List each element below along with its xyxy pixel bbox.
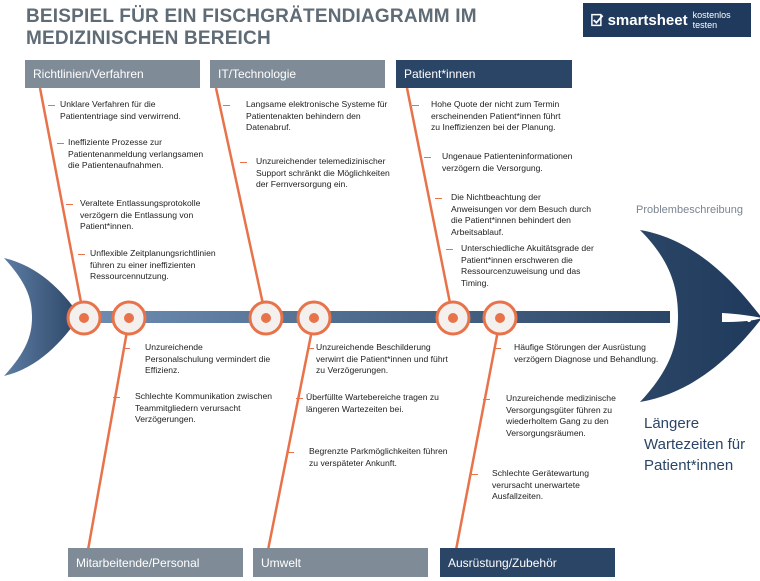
cause-dash (240, 162, 247, 163)
fish-eye (747, 318, 751, 322)
title-line-1: BEISPIEL FÜR EIN FISCHGRÄTENDIAGRAMM IM (26, 6, 477, 27)
cause-dash (296, 398, 303, 399)
category-label: Ausrüstung/Zubehör (448, 555, 557, 570)
cause-dash (66, 204, 73, 205)
category-label: Mitarbeitende/Personal (76, 555, 200, 570)
joint-mitarbeitende (113, 302, 145, 334)
cause-dash (48, 105, 55, 106)
cause-item: Unterschiedliche Akuitätsgrade der Patient*innen erschweren die Ressourcenzuweisung und das Timing. (461, 243, 594, 288)
cause-item: Langsame elektronische Systeme für Patientenakten behindern den Datenabruf. (246, 99, 388, 132)
cause-item: Häufige Störungen der Ausrüstung verzögern Diagnose und Behandlung. (514, 342, 659, 364)
cause-dash (123, 348, 130, 349)
logo-brand: smartsheet (607, 11, 688, 29)
cause-dash (307, 348, 314, 349)
cause-item: Unflexible Zeitplanungsrichtlinien führen zu einer ineffizienten Ressourcennutzung. (90, 248, 216, 281)
bone-mitarbeitende (88, 320, 129, 550)
bone-umwelt (268, 320, 314, 550)
title-line-2: MEDIZINISCHEN BEREICH (26, 28, 271, 49)
category-umwelt (253, 548, 428, 577)
category-ausruestung (440, 548, 615, 577)
category-label: Richtlinien/Verfahren (33, 67, 144, 81)
joint-ausruestung (484, 302, 516, 334)
category-it (210, 60, 385, 88)
cause-dash (223, 105, 230, 106)
cause-item: Unzureichender telemedizinischer Support schränkt die Möglichkeiten der Fernversorgung ein. (256, 156, 390, 189)
joint-richtlinien (68, 302, 100, 334)
category-mitarbeitende (68, 548, 243, 577)
cause-item: Die Nichtbeachtung der Anweisungen vor dem Besuch durch die Patient*innen behindert den Arbeitsablauf. (451, 192, 591, 237)
cause-dash (412, 105, 419, 106)
cause-dash (483, 399, 490, 400)
category-patienten (396, 60, 572, 88)
category-label: IT/Technologie (218, 67, 297, 81)
cause-dash (494, 348, 501, 349)
cause-item: Unzureichende Beschilderung verwirrt die Patient*innen und führt zu Verzögerungen. (316, 342, 448, 375)
cause-item: Schlechte Kommunikation zwischen Teammitgliedern verursacht Verzögerungen. (135, 391, 273, 424)
category-label: Umwelt (261, 555, 302, 570)
bone-ausruestung (456, 320, 500, 550)
cause-item: Schlechte Gerätewartung verursacht unerwartete Ausfallzeiten. (492, 468, 589, 501)
cause-dash (57, 143, 64, 144)
category-label: Patient*innen (404, 67, 476, 81)
cause-item: Begrenzte Parkmöglichkeiten führen zu verspäteter Ankunft. (309, 446, 448, 468)
cause-item: Unzureichende Personalschulung vermindert die Effizienz. (145, 342, 271, 375)
cause-dash (435, 198, 442, 199)
cause-dash (446, 249, 453, 250)
cause-dash (424, 157, 431, 158)
cause-item: Ungenaue Patienteninformationen verzögern die Versorgung. (442, 151, 573, 173)
logo-cta: kostenlos testen (692, 10, 731, 30)
cause-dash (113, 397, 120, 398)
cause-item: Unklare Verfahren für die Patiententriage sind verwirrend. (60, 99, 181, 121)
joint-it (250, 302, 282, 334)
joint-umwelt (298, 302, 330, 334)
problem-statement: Längere Wartezeiten für Patient*innen (644, 415, 746, 474)
category-richtlinien (25, 60, 200, 88)
cause-dash (471, 474, 478, 475)
cause-item: Veraltete Entlassungsprotokolle verzögern die Entlassung von Patient*innen. (80, 198, 201, 231)
cause-item: Überfüllte Wartebereiche tragen zu längeren Wartezeiten bei. (306, 392, 439, 414)
cause-dash (287, 452, 294, 453)
fish-spine (70, 311, 670, 323)
cause-item: Hohe Quote der nicht zum Termin erscheinenden Patient*innen führt zu Ineffizienzen bei der Planung. (431, 99, 561, 132)
problem-label: Problembeschreibung (636, 204, 744, 216)
cause-item: Unzureichende medizinische Versorgungsgüter führen zu wiederholtem Gang zu den Versorgungsräumen. (506, 393, 616, 438)
cause-dash (78, 254, 85, 255)
cause-item: Ineffiziente Prozesse zur Patientenanmeldung verlangsamen die Patientenaufnahmen. (68, 137, 204, 170)
joint-patienten (437, 302, 469, 334)
